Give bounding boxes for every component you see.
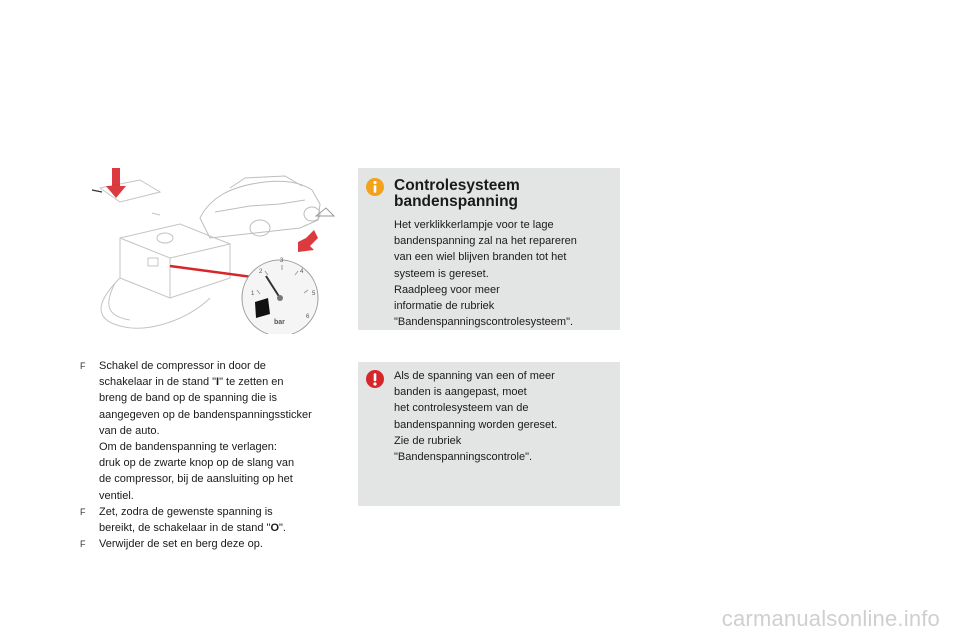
info-box-body: Het verklikkerlampje voor te lage bandenspanning zal na het repareren van een wiel blijven branden tot het systeem is gereset. Raadpleeg voor meer informatie de rubriek "Bandenspanningscontrolesysteem".	[394, 219, 577, 329]
step-1-text-b: " te zetten en breng de band op de spanning die is aangegeven op de bandenspanningssticker van de auto. Om de bandenspanning te verlagen: druk op de zwarte knop op de slang van de compressor, bij de aansluiting op het ventiel.	[99, 376, 312, 502]
step-1-switch-position: I	[216, 376, 220, 389]
red-arrow-valve	[298, 230, 318, 252]
bullet-icon: F	[80, 506, 86, 517]
gauge-tick-4: 4	[300, 269, 304, 275]
instructions-list	[80, 358, 350, 552]
gauge-tick-6: 6	[306, 314, 310, 320]
warning-box	[358, 362, 620, 506]
info-box-title-line2: bandenspanning	[394, 193, 518, 210]
warning-box-body: Als de spanning van een of meer banden is aangepast, moet het controlesysteem van de bandenspanning worden gereset. Zie de rubriek "Bandenspanningscontrole".	[394, 370, 558, 464]
car-outline	[200, 176, 320, 238]
instruction-step-1	[80, 358, 350, 504]
compressor-illustration	[80, 168, 342, 334]
gauge-unit-label: bar	[274, 319, 285, 326]
info-box-title-line1: Controlesysteem	[394, 177, 520, 194]
compressor-body	[100, 180, 230, 328]
step-2-switch-position: O	[270, 522, 280, 535]
bullet-icon: F	[80, 539, 86, 550]
gauge-tick-2: 2	[259, 269, 263, 275]
instruction-step-2	[80, 504, 350, 536]
instruction-step-3	[80, 536, 350, 552]
gauge-tick-5: 5	[312, 291, 316, 297]
info-box	[358, 168, 620, 330]
step-1-text-a: Schakel de compressor in door de schakelaar in de stand "	[99, 360, 266, 389]
step-3-text: Verwijder de set en berg deze op.	[99, 538, 263, 551]
watermark: carmanualsonline.info	[721, 606, 940, 631]
bullet-icon: F	[80, 361, 86, 371]
step-2-text-a: Zet, zodra de gewenste spanning is bereikt, de schakelaar in de stand "	[99, 505, 273, 535]
gauge-tick-1: 1	[251, 291, 255, 297]
info-icon	[366, 178, 384, 196]
warning-icon	[366, 370, 384, 388]
gauge-tick-3: 3	[280, 258, 284, 264]
info-box-title	[394, 178, 614, 210]
step-2-text-b: ".	[279, 522, 286, 535]
